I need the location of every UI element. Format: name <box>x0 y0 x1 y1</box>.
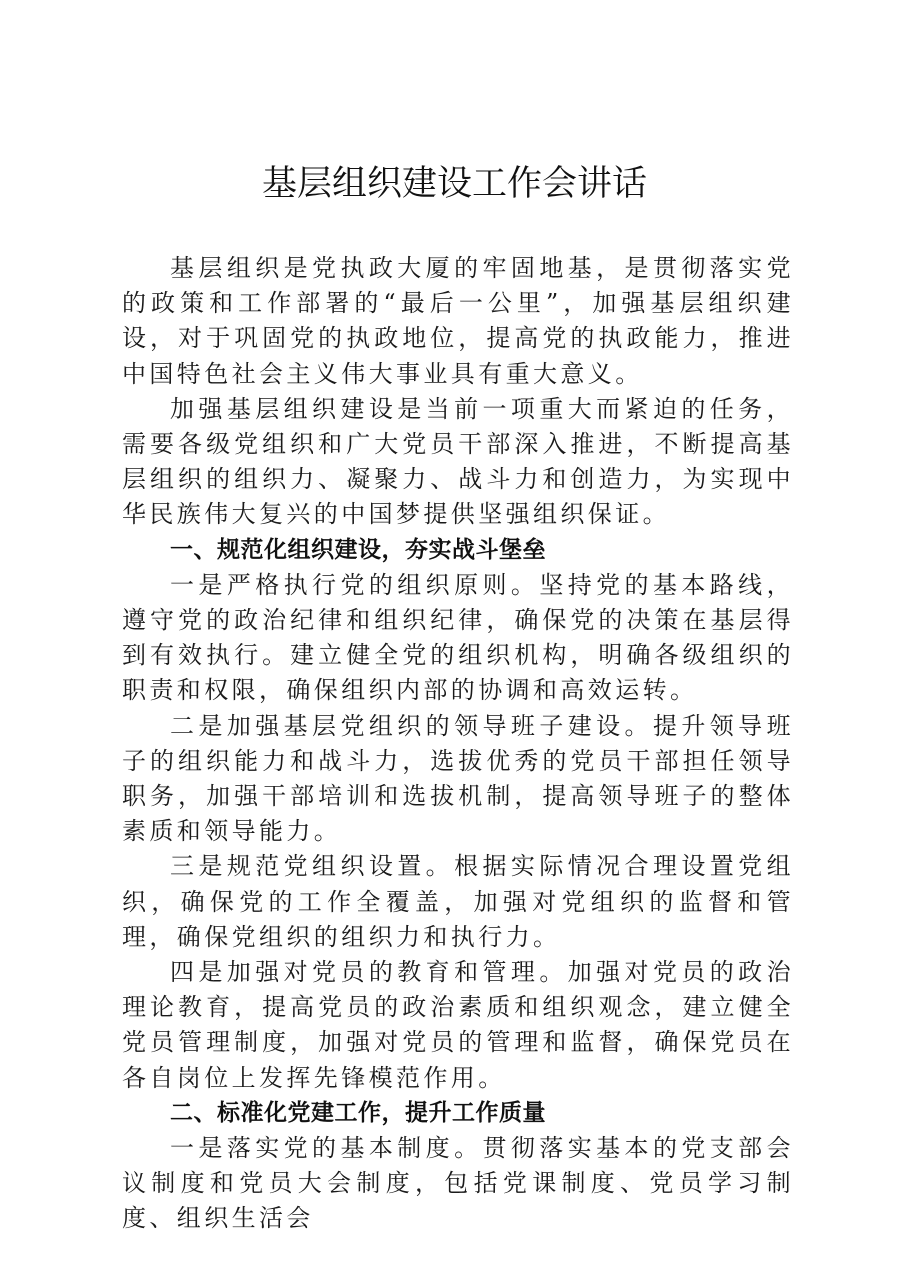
section-paragraph: 四是加强对党员的教育和管理。加强对党员的政治理论教育，提高党员的政治素质和组织观念，建立健全党员管理制度，加强对党员的管理和监督，确保党员在各自岗位上发挥先锋模范作用。 <box>122 958 794 1092</box>
section-paragraph: 三是规范党组织设置。根据实际情况合理设置党组织，确保党的工作全覆盖，加强对党组织的监督和管理，确保党组织的组织力和执行力。 <box>122 852 794 951</box>
document-body <box>122 251 794 1237</box>
section-heading: 一、规范化组织建设，夯实战斗堡垒 <box>170 536 546 563</box>
section-paragraph: 一是落实党的基本制度。贯彻落实基本的党支部会议制度和党员大会制度，包括党课制度、党员学习制度、组织生活会 <box>122 1134 794 1233</box>
document-title: 基层组织建设工作会讲话 <box>261 164 647 204</box>
section-paragraph: 一是严格执行党的组织原则。坚持党的基本路线，遵守党的政治纪律和组织纪律，确保党的决策在基层得到有效执行。建立健全党的组织机构，明确各级组织的职责和权限，确保组织内部的协调和高效运转。 <box>122 570 794 705</box>
section-paragraph: 二是加强基层党组织的领导班子建设。提升领导班子的组织能力和战斗力，选拔优秀的党员干部担任领导职务，加强干部培训和选拔机制，提高领导班子的整体素质和领导能力。 <box>122 711 794 846</box>
section-heading: 二、标准化党建工作，提升工作质量 <box>170 1099 546 1126</box>
intro-paragraph: 基层组织是党执政大厦的牢固地基，是贯彻落实党的政策和工作部署的“最后一公里”，加强基层组织建设，对于巩固党的执政地位，提高党的执政能力，推进中国特色社会主义伟大事业具有重大意义。 <box>122 254 794 388</box>
intro-paragraph: 加强基层组织建设是当前一项重大而紧迫的任务，需要各级党组织和广大党员干部深入推进，不断提高基层组织的组织力、凝聚力、战斗力和创造力，为实现中华民族伟大复兴的中国梦提供坚强组织保证。 <box>122 394 794 529</box>
